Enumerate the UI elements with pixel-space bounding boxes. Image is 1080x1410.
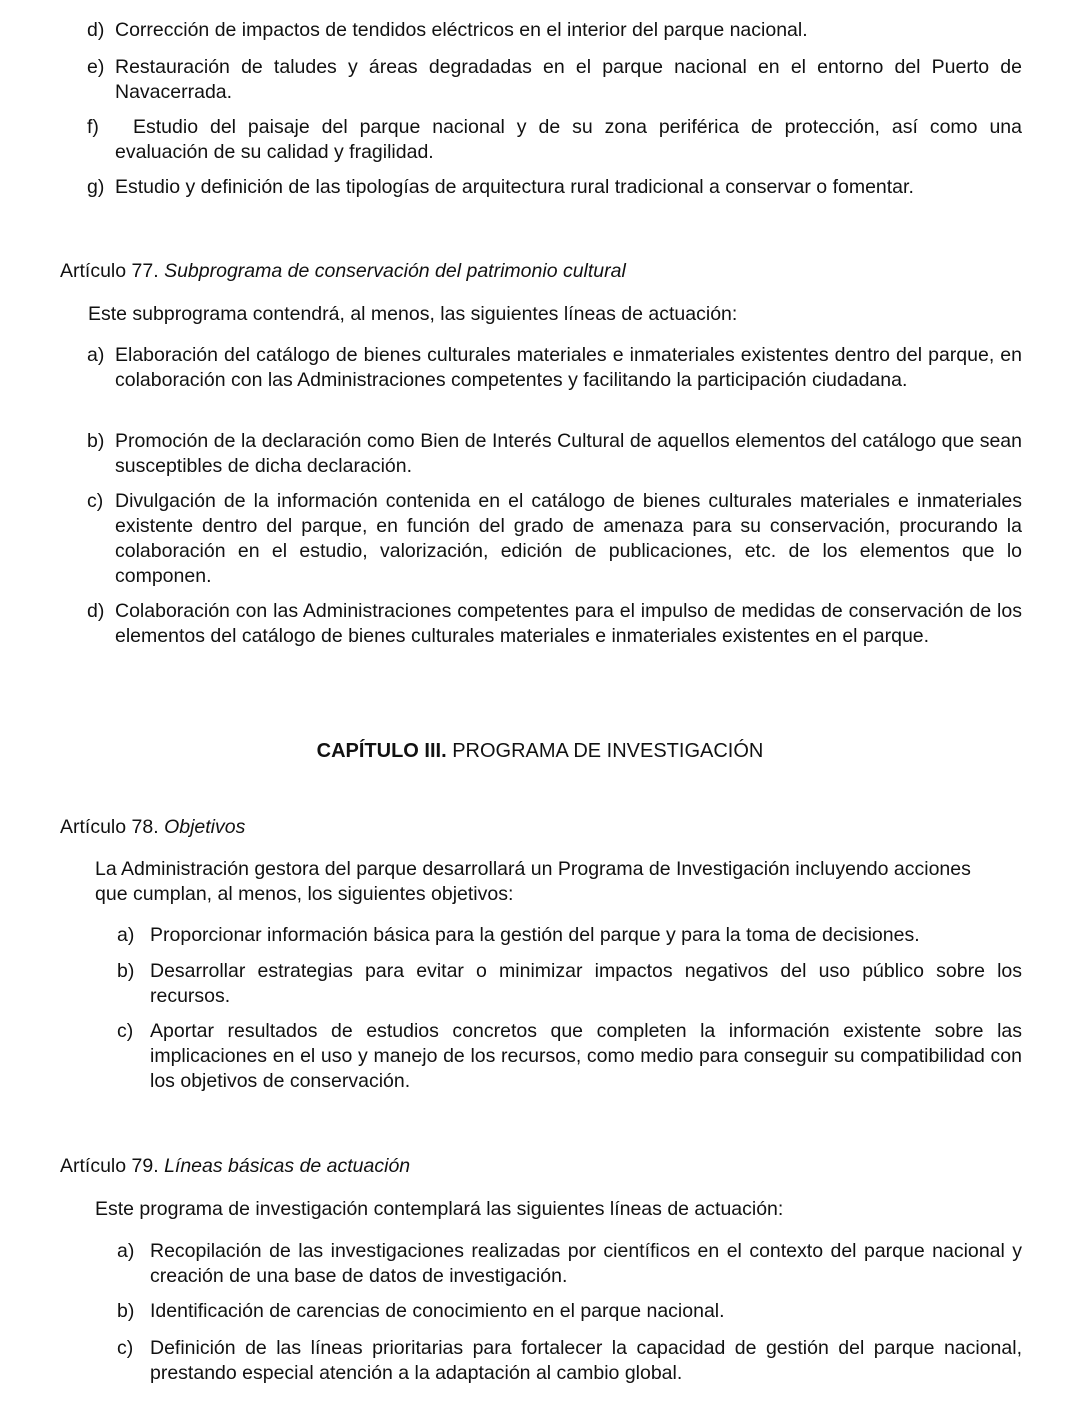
list-label: a) bbox=[87, 344, 105, 366]
article-heading bbox=[60, 815, 245, 840]
article-number: Artículo 77. bbox=[60, 260, 159, 282]
list-item bbox=[117, 1019, 1022, 1094]
list-text: Aportar resultados de estudios concretos que completen la información existente sobre las implicaciones en el uso y manejo de los recursos, como medio para conseguir su compatibilidad con los objetivos de conservación. bbox=[150, 1020, 1022, 1092]
list-label: b) bbox=[117, 1300, 135, 1322]
list-label: g) bbox=[87, 176, 105, 198]
list-text: Divulgación de la información contenida en el catálogo de bienes culturales materiales e inmateriales existente dentro del parque, en función del grado de amenaza para su conservación, procurando la colaboración en el estudio, valorización, edición de publicaciones, etc. de los elementos que lo componen. bbox=[115, 490, 1022, 587]
list-label: e) bbox=[87, 56, 105, 78]
article-intro: La Administración gestora del parque desarrollará un Programa de Investigación incluyendo acciones que cumplan, al menos, los siguientes objetivos: bbox=[95, 858, 971, 905]
list-item bbox=[87, 18, 1022, 43]
list-label: f) bbox=[87, 116, 99, 138]
list-item bbox=[117, 1299, 1022, 1324]
list-label: c) bbox=[117, 1337, 134, 1359]
chapter-heading bbox=[0, 739, 1080, 764]
article-title: Subprograma de conservación del patrimonio cultural bbox=[164, 260, 626, 282]
list-label: c) bbox=[87, 490, 104, 512]
article-intro: Este subprograma contendrá, al menos, las siguientes líneas de actuación: bbox=[88, 303, 738, 325]
list-item bbox=[117, 923, 1022, 948]
list-label: d) bbox=[87, 600, 105, 622]
list-item bbox=[87, 343, 1022, 393]
list-item bbox=[87, 115, 1022, 165]
list-label: a) bbox=[117, 924, 135, 946]
article-title: Objetivos bbox=[164, 816, 246, 838]
article-title: Líneas básicas de actuación bbox=[164, 1155, 411, 1177]
list-text: Colaboración con las Administraciones competentes para el impulso de medidas de conservación de los elementos del catálogo de bienes culturales materiales e inmateriales existentes en el parque. bbox=[115, 600, 1022, 647]
article-number: Artículo 79. bbox=[60, 1155, 159, 1177]
list-label: b) bbox=[87, 430, 105, 452]
article-intro: Este programa de investigación contemplará las siguientes líneas de actuación: bbox=[95, 1198, 784, 1220]
article-number: Artículo 78. bbox=[60, 816, 159, 838]
list-item bbox=[87, 489, 1022, 589]
list-label: b) bbox=[117, 960, 135, 982]
list-text: Identificación de carencias de conocimiento en el parque nacional. bbox=[150, 1300, 725, 1322]
article-heading bbox=[60, 1154, 410, 1179]
list-text: Promoción de la declaración como Bien de Interés Cultural de aquellos elementos del catálogo que sean susceptibles de dicha declaración. bbox=[115, 430, 1022, 477]
list-text: Desarrollar estrategias para evitar o minimizar impactos negativos del uso público sobre los recursos. bbox=[150, 960, 1022, 1007]
article-heading bbox=[60, 259, 626, 284]
list-item bbox=[87, 175, 1022, 200]
list-text: Elaboración del catálogo de bienes culturales materiales e inmateriales existentes dentro del parque, en colaboración con las Administraciones competentes y facilitando la participación ciudadana. bbox=[115, 344, 1022, 391]
list-text: Restauración de taludes y áreas degradadas en el parque nacional en el entorno del Puerto de Navacerrada. bbox=[115, 56, 1022, 103]
list-text: Corrección de impactos de tendidos eléctricos en el interior del parque nacional. bbox=[115, 19, 808, 41]
chapter-title: PROGRAMA DE INVESTIGACIÓN bbox=[452, 740, 764, 762]
list-text: Definición de las líneas prioritarias para fortalecer la capacidad de gestión del parque nacional, prestando especial atención a la adaptación al cambio global. bbox=[150, 1337, 1022, 1384]
list-item bbox=[87, 599, 1022, 649]
list-text: Estudio del paisaje del parque nacional y de su zona periférica de protección, así como una evaluación de su calidad y fragilidad. bbox=[115, 116, 1022, 163]
list-text: Proporcionar información básica para la gestión del parque y para la toma de decisiones. bbox=[150, 924, 920, 946]
list-item bbox=[87, 55, 1022, 105]
list-item bbox=[87, 429, 1022, 479]
list-label: d) bbox=[87, 19, 105, 41]
list-text: Estudio y definición de las tipologías de arquitectura rural tradicional a conservar o fomentar. bbox=[115, 176, 914, 198]
list-item bbox=[117, 959, 1022, 1009]
list-label: a) bbox=[117, 1240, 135, 1262]
chapter-number: CAPÍTULO III. bbox=[316, 740, 447, 762]
list-label: c) bbox=[117, 1020, 134, 1042]
list-text: Recopilación de las investigaciones realizadas por científicos en el contexto del parque nacional y creación de una base de datos de investigación. bbox=[150, 1240, 1022, 1287]
list-item bbox=[117, 1239, 1022, 1289]
list-item bbox=[117, 1336, 1022, 1386]
